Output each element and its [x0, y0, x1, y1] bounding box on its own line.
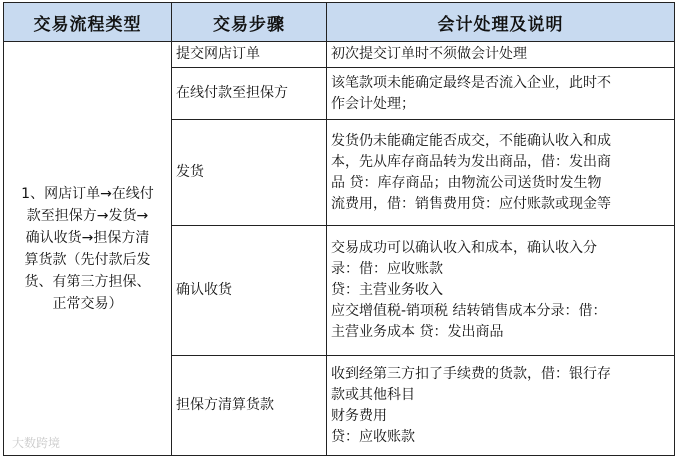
flow-type-line: 货、有第三方担保、 — [24, 273, 151, 290]
flow-type-cell — [4, 42, 172, 456]
desc-line: 发货仍未能确定能否成交，不能确认收入和成 — [331, 132, 611, 149]
header-row — [4, 3, 675, 42]
desc-line: 主营业务成本 贷：发出商品 — [331, 324, 504, 340]
watermark: 大数跨境 — [12, 436, 61, 450]
desc-line: 财务费用 — [331, 407, 387, 424]
desc-line: 贷：主营业务收入 — [331, 282, 443, 298]
desc-cell — [327, 226, 675, 356]
accounting-table — [3, 2, 675, 456]
desc-line: 品 贷：库存商品；由物流公司送货时发生物 — [331, 174, 602, 191]
desc-line: 作会计处理； — [331, 95, 415, 112]
step-cell: 提交网店订单 — [172, 42, 327, 68]
desc-line: 该笔款项未能确定最终是否流入企业，此时不 — [331, 74, 611, 91]
desc-cell — [327, 68, 675, 120]
desc-cell — [327, 42, 675, 68]
step-cell: 担保方清算货款 — [172, 356, 327, 456]
step-cell: 发货 — [172, 120, 327, 226]
desc-cell — [327, 356, 675, 456]
desc-line: 本，先从库存商品转为发出商品，借：发出商 — [331, 153, 611, 170]
header-accounting: 会计处理及说明 — [327, 3, 675, 42]
flow-type-line: 1、网店订单→在线付 — [21, 185, 154, 202]
desc-line: 录：借：应收账款 — [331, 261, 443, 277]
step-cell: 在线付款至担保方 — [172, 68, 327, 120]
desc-cell — [327, 120, 675, 226]
header-step: 交易步骤 — [172, 3, 327, 42]
desc-line: 贷：应收账款 — [331, 428, 415, 445]
desc-line: 流费用，借：销售费用贷：应付账款或现金等 — [331, 195, 611, 212]
desc-line: 初次提交订单时不须做会计处理 — [331, 46, 527, 62]
header-flow-type: 交易流程类型 — [4, 3, 172, 42]
flow-type-line: 确认收货→担保方清 — [25, 229, 150, 246]
flow-type-line: 正常交易） — [52, 295, 123, 312]
flow-type-line: 款至担保方→发货→ — [26, 207, 149, 224]
desc-line: 应交增值税-销项税 结转销售成本分录：借： — [331, 303, 607, 319]
step-cell: 确认收货 — [172, 226, 327, 356]
desc-line: 款或其他科目 — [331, 386, 415, 403]
table-row — [4, 42, 675, 68]
desc-line: 收到经第三方扣了手续费的货款，借：银行存 — [331, 365, 611, 382]
flow-type-line: 算货款（先付款后发 — [24, 251, 151, 268]
desc-line: 交易成功可以确认收入和成本，确认收入分 — [331, 240, 597, 256]
